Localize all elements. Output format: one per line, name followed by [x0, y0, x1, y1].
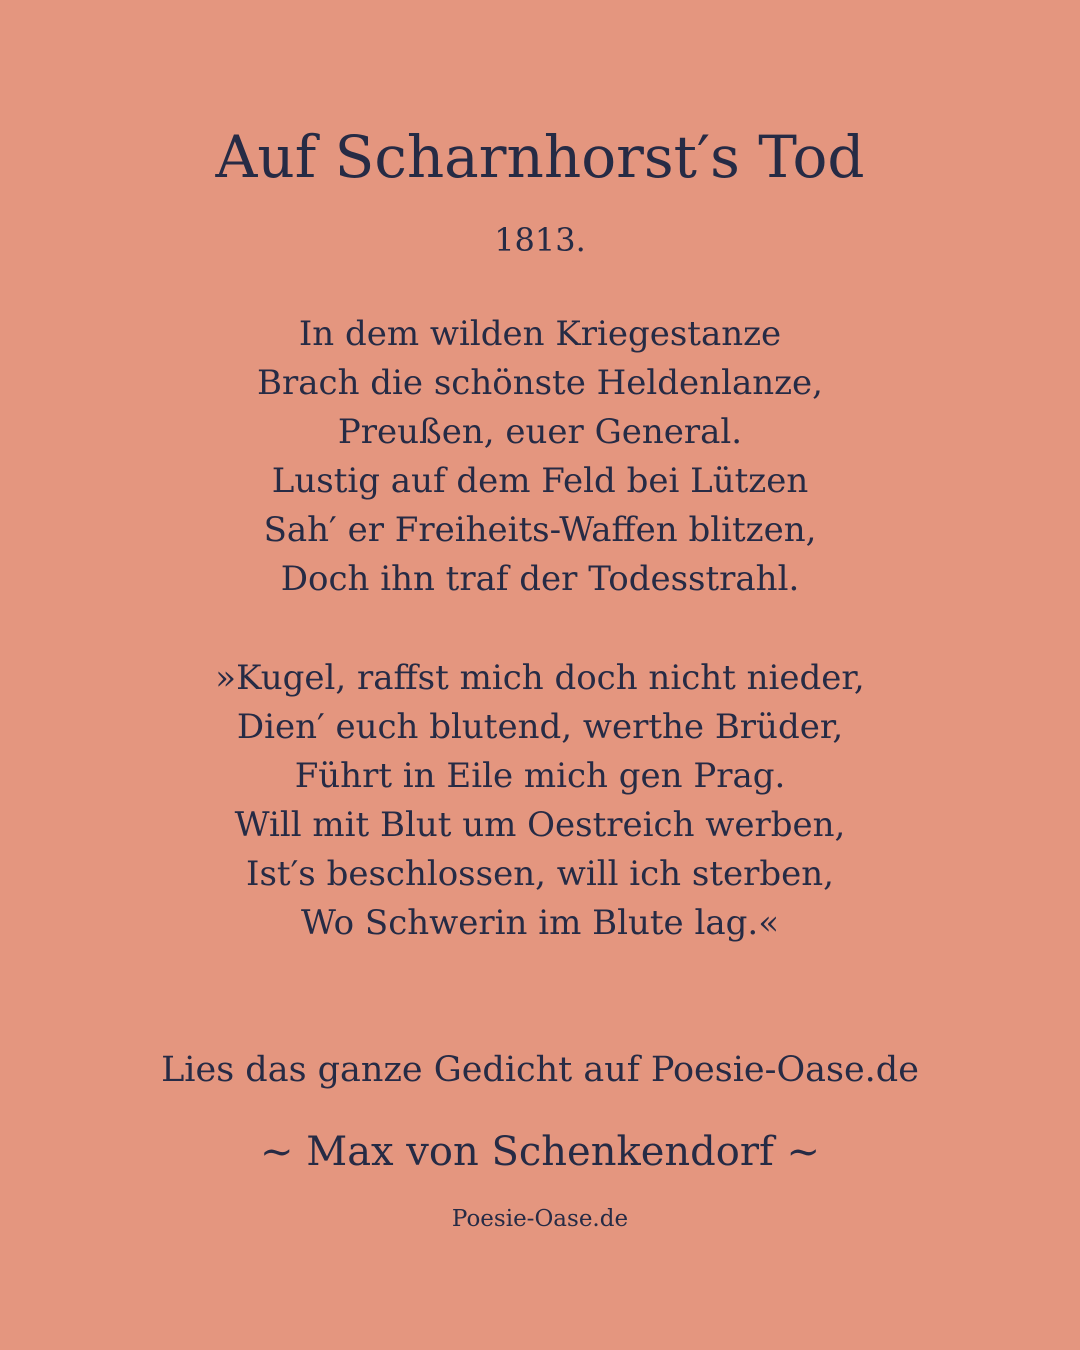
verse-line: Will mit Blut um Oestreich werben,	[234, 805, 846, 845]
verse-line: In dem wilden Kriegestanze	[298, 314, 782, 354]
verse-line: Ist′s beschlossen, will ich sterben,	[246, 854, 834, 894]
verse-line: Lustig auf dem Feld bei Lützen	[271, 461, 809, 501]
verse-line: Dien′ euch blutend, werthe Brüder,	[236, 707, 844, 747]
stanza-2	[0, 654, 1080, 948]
poem-title: Auf Scharnhorst′s Tod	[215, 123, 865, 191]
verse-line: Wo Schwerin im Blute lag.«	[301, 903, 779, 943]
read-full-poem-text: Lies das ganze Gedicht auf Poesie-Oase.de	[161, 1050, 919, 1090]
verse-line: Doch ihn traf der Todesstrahl.	[280, 559, 800, 599]
verse-line: Führt in Eile mich gen Prag.	[294, 756, 786, 796]
verse-line: Brach die schönste Heldenlanze,	[257, 363, 823, 403]
verse-line: Preußen, euer General.	[337, 412, 743, 452]
verse-line: Sah′ er Freiheits-Waffen blitzen,	[263, 510, 817, 550]
stanza-1	[0, 310, 1080, 604]
author-name: ~ Max von Schenkendorf ~	[260, 1129, 820, 1175]
verse-line: »Kugel, raffst mich doch nicht nieder,	[215, 658, 865, 698]
site-watermark: Poesie-Oase.de	[451, 1206, 629, 1232]
poem-year: 1813.	[494, 221, 586, 259]
